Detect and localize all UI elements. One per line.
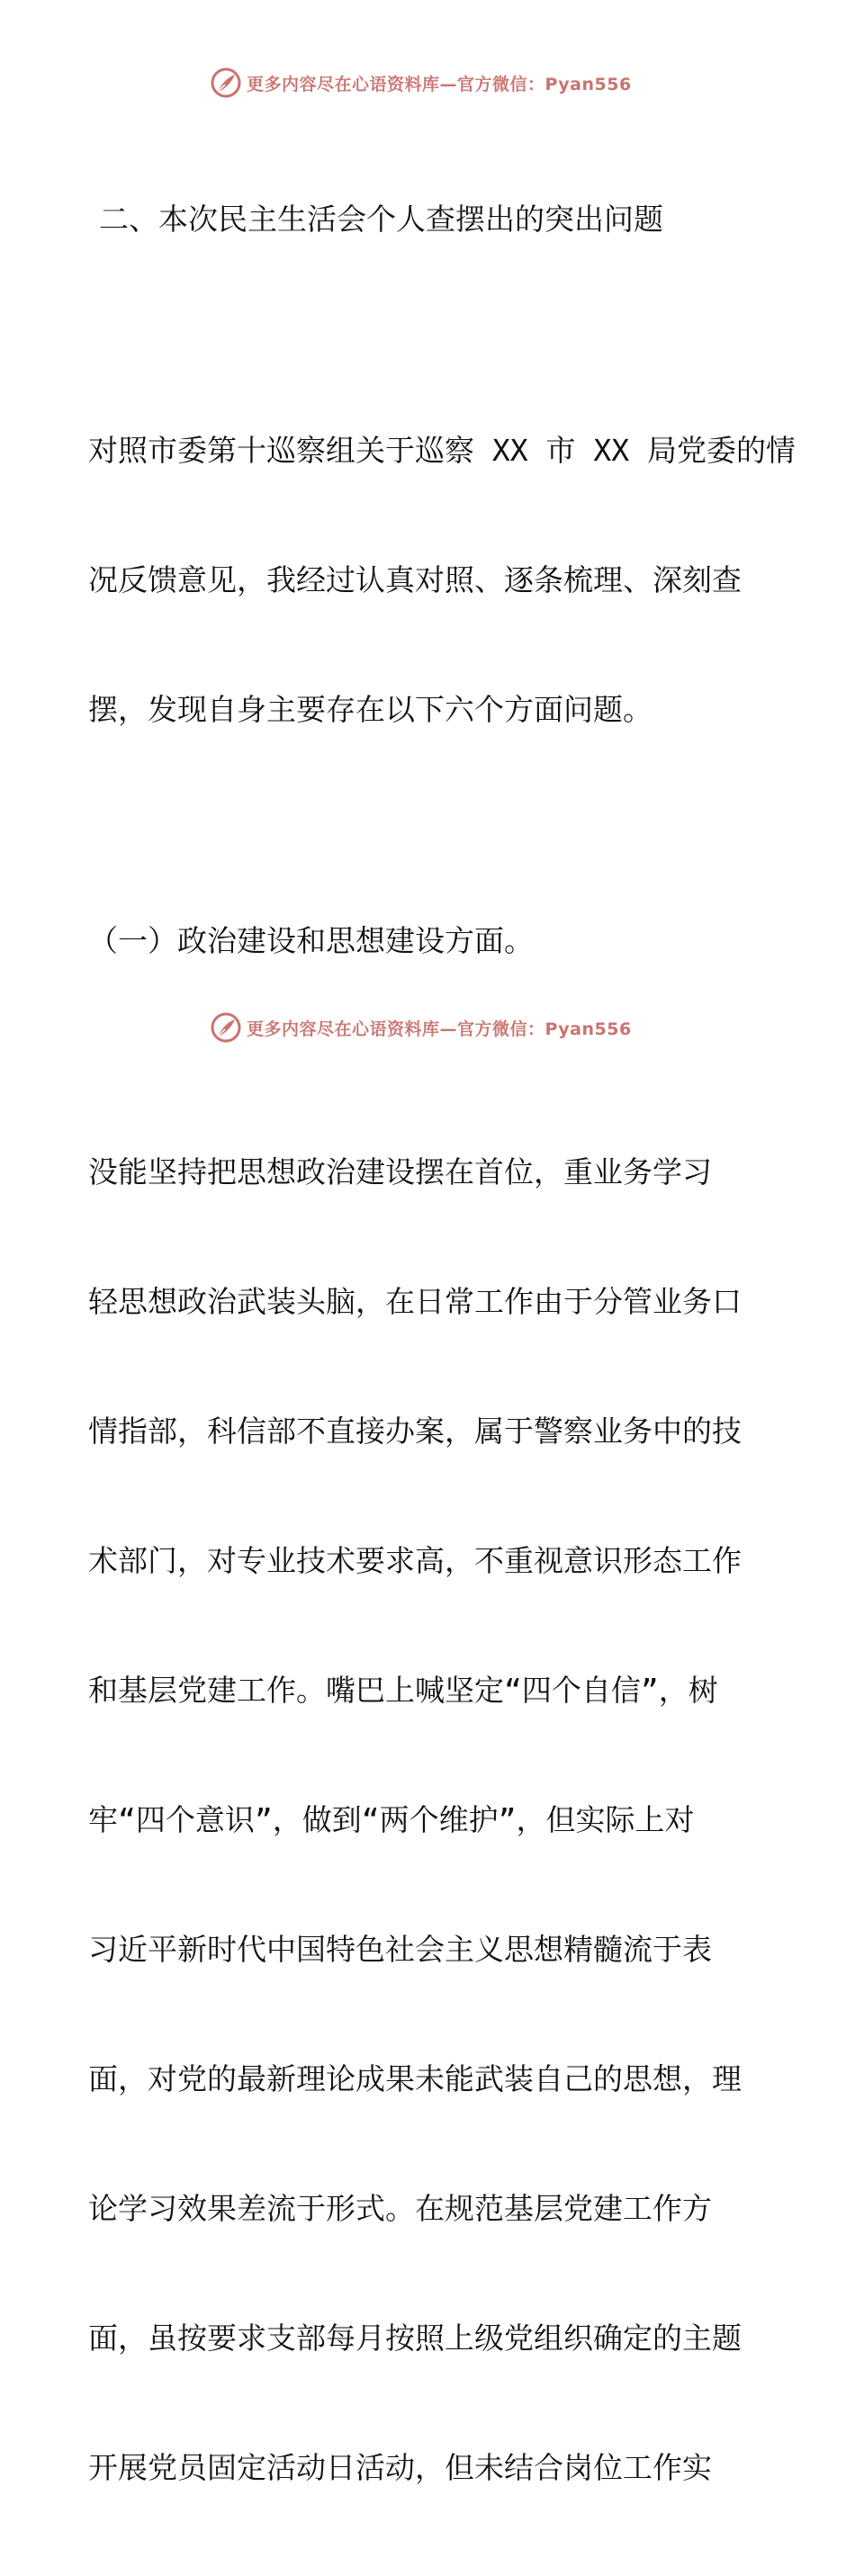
paragraph-line: 况反馈意见，我经过认真对照、逐条梳理、深刻查 [88,562,742,597]
heading-line: 二、本次民主生活会个人查摆出的突出问题 [99,202,663,237]
paragraph-line: 面，虽按要求支部每月按照上级党组织确定的主题 [88,2320,742,2356]
paragraph-line: 摆，发现自身主要存在以下六个方面问题。 [88,692,652,727]
watermark-text: 更多内容尽在心语资料库—官方微信：Pyan556 [247,74,632,94]
feather-quill-logo-icon [211,1012,241,1043]
section-paragraph [88,1064,772,2576]
paragraph-line: 论学习效果差流于形式。在规范基层党建工作方 [88,2191,712,2226]
section-heading [88,112,772,328]
watermark-text: 更多内容尽在心语资料库—官方微信：Pyan556 [247,1019,632,1039]
header-watermark [211,65,679,101]
paragraph-line: 术部门，对专业技术要求高，不重视意识形态工作 [88,1543,742,1578]
document-body [88,112,796,2576]
paragraph-line: 没能坚持把思想政治建设摆在首位，重业务学习 [88,1154,712,1189]
paragraph-line: 对照市委第十巡察组关于巡察 XX 市 XX 局党委的情 [88,433,796,468]
paragraph-line: 轻思想政治武装头脑，在日常工作由于分管业务口 [88,1284,742,1319]
paragraph-line: 牢“四个意识”，做到“两个维护”，但实际上对 [88,1802,695,1837]
paragraph-line: 和基层党建工作。嘴巴上喊坚定“四个自信”，树 [88,1673,718,1708]
paragraph-line: 开展党员固定活动日活动，但未结合岗位工作实 [88,2450,712,2485]
paragraph-line: 情指部，科信部不直接办案，属于警察业务中的技 [88,1414,742,1449]
subsection-heading-line: （一）政治建设和思想建设方面。 [88,923,534,958]
footer-watermark [211,1010,679,1046]
paragraph-line: 习近平新时代中国特色社会主义思想精髓流于表 [88,1932,712,1967]
feather-quill-logo-icon [211,67,241,98]
paragraph-line: 面，对党的最新理论成果未能武装自己的思想，理 [88,2061,742,2096]
intro-paragraph [88,343,796,818]
